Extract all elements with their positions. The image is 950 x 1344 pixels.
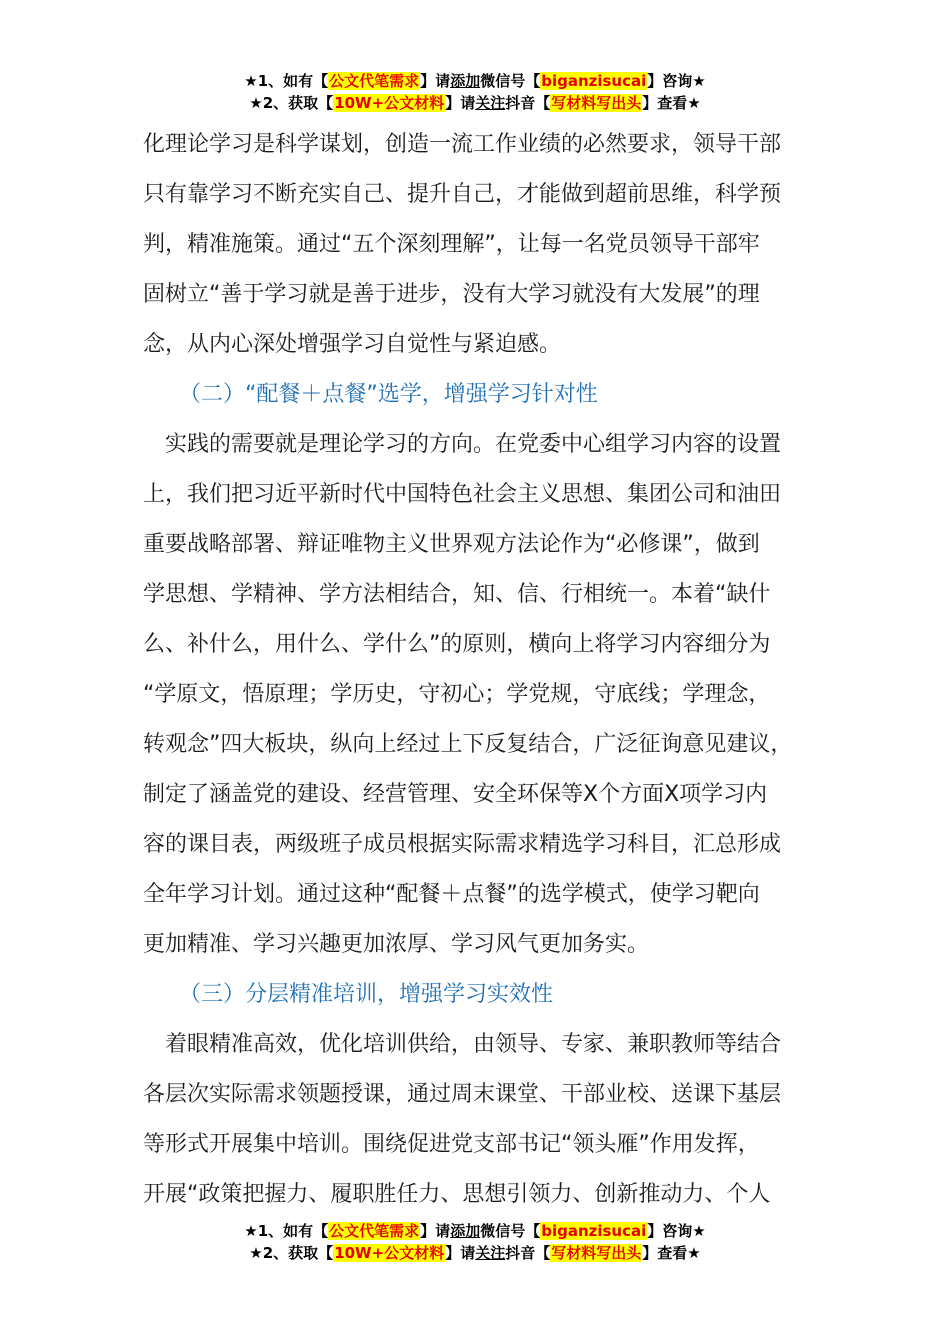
banner-text: 】查看★ <box>642 1244 701 1262</box>
banner-highlight: biganzisucai <box>541 72 647 90</box>
banner-text: ★1、如有【 <box>244 1222 329 1240</box>
top-banner <box>0 70 950 114</box>
text-line: 全年学习计划。通过这种“配餐＋点餐”的选学模式，使学习靶向 <box>143 882 760 907</box>
banner-text: 】查看★ <box>642 94 701 112</box>
banner-highlight: 写材料写出头 <box>551 1244 642 1262</box>
banner-underlined-text: 关注 <box>475 94 506 112</box>
document-body <box>143 120 813 1220</box>
banner-highlight: 公文代笔需求 <box>329 1222 420 1240</box>
section-heading: （二）“配餐＋点餐”选学，增强学习针对性 <box>179 382 598 407</box>
banner-underlined-text: 添加 <box>450 72 481 90</box>
text-line: 实践的需要就是理论学习的方向。在党委中心组学习内容的设置 <box>143 432 782 457</box>
banner-highlight: 10W+公文材料 <box>334 1244 445 1262</box>
banner-text: 微信号【 <box>480 1222 541 1240</box>
text-line: 化理论学习是科学谋划，创造一流工作业绩的必然要求，领导干部 <box>143 132 782 157</box>
text-line: 容的课目表，两级班子成员根据实际需求精选学习科目，汇总形成 <box>143 832 782 857</box>
banner-text: 】请 <box>420 1222 451 1240</box>
banner-line-1 <box>0 70 950 92</box>
banner-highlight: 10W+公文材料 <box>334 94 445 112</box>
banner-line-1 <box>0 1220 950 1242</box>
text-line: 学思想、学精神、学方法相结合，知、信、行相统一。本着“缺什 <box>143 582 771 607</box>
text-line: 固树立“善于学习就是善于进步，没有大学习就没有大发展”的理 <box>143 282 760 307</box>
text-line: 开展“政策把握力、履职胜任力、思想引领力、创新推动力、个人 <box>143 1182 771 1207</box>
banner-text: ★2、获取【 <box>249 94 334 112</box>
text-line: 着眼精准高效，优化培训供给，由领导、专家、兼职教师等结合 <box>143 1032 782 1057</box>
bottom-banner <box>0 1220 950 1264</box>
banner-text: 】请 <box>445 94 476 112</box>
banner-line-2 <box>0 1242 950 1264</box>
banner-highlight: biganzisucai <box>541 1222 647 1240</box>
banner-line-2 <box>0 92 950 114</box>
text-line: 判，精准施策。通过“五个深刻理解”，让每一名党员领导干部牢 <box>143 232 760 257</box>
banner-text: 抖音【 <box>505 1244 551 1262</box>
text-line: 么、补什么，用什么、学什么”的原则，横向上将学习内容细分为 <box>143 632 771 657</box>
text-line: 转观念”四大板块，纵向上经过上下反复结合，广泛征询意见建议， <box>143 732 793 757</box>
banner-underlined-text: 添加 <box>450 1222 481 1240</box>
text-line: 等形式开展集中培训。围绕促进党支部书记“领头雁”作用发挥， <box>143 1132 760 1157</box>
text-line: 制定了涵盖党的建设、经营管理、安全环保等X个方面X项学习内 <box>143 782 768 807</box>
banner-text: 】请 <box>445 1244 476 1262</box>
banner-text: ★1、如有【 <box>244 72 329 90</box>
banner-text: 】咨询★ <box>647 72 706 90</box>
banner-text: ★2、获取【 <box>249 1244 334 1262</box>
text-line: 重要战略部署、辩证唯物主义世界观方法论作为“必修课”，做到 <box>143 532 760 557</box>
text-line: 只有靠学习不断充实自己、提升自己，才能做到超前思维，科学预 <box>143 182 782 207</box>
banner-highlight: 公文代笔需求 <box>329 72 420 90</box>
text-line: 更加精准、学习兴趣更加浓厚、学习风气更加务实。 <box>143 932 650 957</box>
banner-text: 微信号【 <box>480 72 541 90</box>
text-line: 各层次实际需求领题授课，通过周末课堂、干部业校、送课下基层 <box>143 1082 782 1107</box>
text-line: 上，我们把习近平新时代中国特色社会主义思想、集团公司和油田 <box>143 482 782 507</box>
text-line: “学原文，悟原理；学历史，守初心；学党规，守底线；学理念， <box>143 682 771 707</box>
banner-highlight: 写材料写出头 <box>551 94 642 112</box>
banner-text: 】咨询★ <box>647 1222 706 1240</box>
banner-text: 】请 <box>420 72 451 90</box>
banner-text: 抖音【 <box>505 94 551 112</box>
banner-underlined-text: 关注 <box>475 1244 506 1262</box>
section-heading: （三）分层精准培训，增强学习实效性 <box>179 982 554 1007</box>
text-line: 念，从内心深处增强学习自觉性与紧迫感。 <box>143 332 562 357</box>
